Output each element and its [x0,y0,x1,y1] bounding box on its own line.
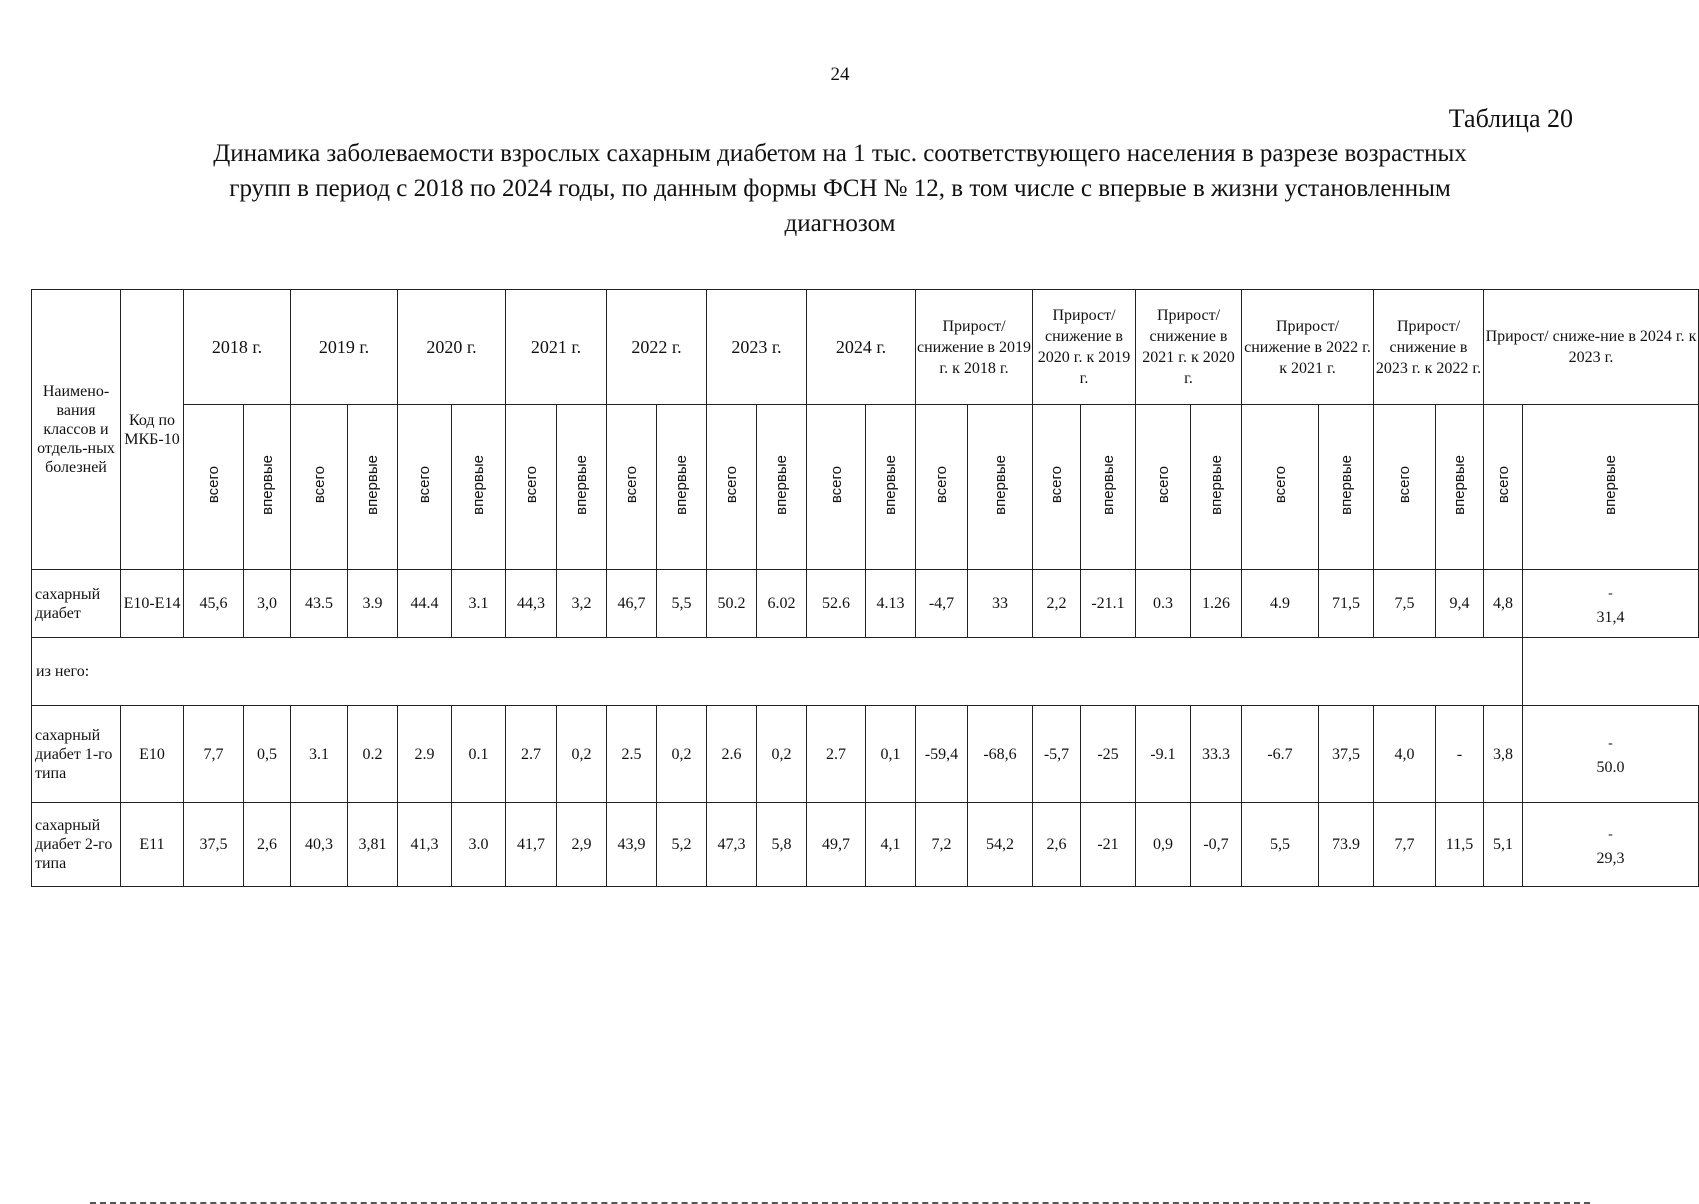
data-cell: 44.4 [398,570,452,638]
data-cell: 0,9 [1136,803,1191,887]
data-cell: 1.26 [1191,570,1242,638]
document-title [120,136,1560,241]
header-year: 2020 г. [398,290,506,405]
subheader-total: всего [1494,465,1512,504]
data-cell: 0.3 [1136,570,1191,638]
header-code-column: Код по МКБ-10 [121,290,184,570]
data-cell: 11,5 [1436,803,1484,887]
split-value: 31,4 [1596,608,1625,626]
data-cell: 54,2 [968,803,1033,887]
subheader-cell [1081,405,1136,570]
subheader-first: впервые [573,454,590,515]
data-cell: 9,4 [1436,570,1484,638]
data-cell: 49,7 [807,803,866,887]
header-row-periods [32,290,1699,405]
disease-name: сахарный диабет 1-го типа [32,706,121,803]
subheader-label: из него: [32,638,1523,706]
page-number: 24 [830,64,850,85]
data-cell: -0,7 [1191,803,1242,887]
header-year: 2022 г. [607,290,707,405]
subheader-cell [607,405,657,570]
data-cell: -59,4 [916,706,968,803]
subheader-cell [1136,405,1191,570]
subheader-cell [291,405,348,570]
data-cell: 2.5 [607,706,657,803]
subheader-cell [1436,405,1484,570]
data-cell: 2,6 [1033,803,1081,887]
incidence-table-wrapper [31,289,1699,887]
header-change-period: Прирост/ снижение в 2019 г. к 2018 г. [916,290,1033,405]
icd-code: E11 [121,803,184,887]
data-cell: -9.1 [1136,706,1191,803]
subheader-total: всего [1271,465,1289,504]
table-row [32,706,1699,803]
data-cell: 4.13 [866,570,916,638]
data-cell: 2.7 [807,706,866,803]
data-cell: 2.7 [506,706,557,803]
data-cell: 47,3 [707,803,757,887]
data-cell: 6.02 [757,570,807,638]
split-dash: - [1608,736,1613,751]
data-cell: 3,0 [244,570,291,638]
subheader-cell [757,405,807,570]
subheader-total: всего [1154,465,1172,504]
subheader-first: впервые [1207,454,1225,515]
data-cell: 33 [968,570,1033,638]
data-cell: 3,2 [557,570,607,638]
subheader-cell [968,405,1033,570]
subheader-cell [916,405,968,570]
subheader-cell [1191,405,1242,570]
header-year: 2018 г. [184,290,291,405]
title-line: групп в период с 2018 по 2024 годы, по данным формы ФСН № 12, в том числе с впервые в жизни установленным [229,175,1451,202]
data-cell: 73.9 [1319,803,1374,887]
icd-code: E10-E14 [121,570,184,638]
subheader-first: впервые [1337,454,1355,515]
data-cell: 5,1 [1484,803,1523,887]
subheader-first: впервые [773,454,790,515]
title-line: диагнозом [784,210,896,237]
data-cell: 3.1 [291,706,348,803]
subheader-first: впервые [673,454,690,515]
table-row [32,803,1699,887]
subheader-cell [1242,405,1319,570]
data-cell: 0.2 [348,706,398,803]
subheader-cell [1033,405,1081,570]
data-cell: 43.5 [291,570,348,638]
data-cell: 45,6 [184,570,244,638]
data-cell: 4,0 [1374,706,1436,803]
data-cell: 5,5 [1242,803,1319,887]
subheader-cell [866,405,916,570]
data-cell: 40,3 [291,803,348,887]
data-cell: 0,5 [244,706,291,803]
data-cell: 41,3 [398,803,452,887]
subheader-cell [506,405,557,570]
data-cell: -21.1 [1081,570,1136,638]
header-change-period: Прирост/ снижение в 2023 г. к 2022 г. [1374,290,1484,405]
data-cell: -21 [1081,803,1136,887]
data-cell: 4,8 [1484,570,1523,638]
data-cell: - [1436,706,1484,803]
data-cell: 5,2 [657,803,707,887]
disease-name: сахарный диабет [32,570,121,638]
subheader-total: всего [416,465,433,504]
icd-code: E10 [121,706,184,803]
data-cell: 7,2 [916,803,968,887]
data-cell: 7,7 [184,706,244,803]
data-cell: 0,2 [557,706,607,803]
subheader-first: впервые [364,454,381,515]
data-cell: 4,1 [866,803,916,887]
header-change-period: Прирост/ снижение в 2021 г. к 2020 г. [1136,290,1242,405]
table-label: Таблица 20 [1448,104,1573,133]
data-cell: 50.2 [707,570,757,638]
data-cell: 52.6 [807,570,866,638]
data-cell: 71,5 [1319,570,1374,638]
header-change-period: Прирост/ сниже-ние в 2024 г. к 2023 г. [1484,290,1699,405]
subheader-first: впервые [1602,454,1619,515]
subheader-first: впервые [470,454,487,515]
data-cell: 2.9 [398,706,452,803]
subheader-cell [707,405,757,570]
data-cell: 0,2 [657,706,707,803]
data-cell: 5,5 [657,570,707,638]
subheader-cell [452,405,506,570]
data-cell-split [1523,570,1699,638]
table-row [32,570,1699,638]
split-dash: - [1608,826,1613,842]
subheader-first: впервые [882,454,899,515]
subheader-cell [1484,405,1523,570]
subheader-cell [348,405,398,570]
subheader-first: впервые [1451,454,1468,515]
subheader-cell [184,405,244,570]
header-year: 2019 г. [291,290,398,405]
split-value: 50.0 [1596,759,1625,776]
data-cell: 5,8 [757,803,807,887]
subheader-total: всего [723,465,740,504]
data-cell: 3,8 [1484,706,1523,803]
header-change-period: Прирост/ снижение в 2020 г. к 2019 г. [1033,290,1136,405]
data-cell: 2.6 [707,706,757,803]
incidence-table [31,289,1699,887]
subheader-total: всего [827,465,845,504]
data-cell: 4.9 [1242,570,1319,638]
data-cell: -68,6 [968,706,1033,803]
data-cell: 41,7 [506,803,557,887]
subheader-total: всего [933,465,950,504]
subheader-first: впервые [1099,454,1117,515]
header-name-column: Наимено-вания классов и отдель-ных болезней [32,290,121,570]
subheader-cell [1374,405,1436,570]
subheader-total: всего [623,465,640,504]
data-cell: 7,7 [1374,803,1436,887]
data-cell: 0,1 [866,706,916,803]
data-cell: 2,6 [244,803,291,887]
subheader-total: всего [522,465,540,504]
data-cell: -6.7 [1242,706,1319,803]
data-cell: -25 [1081,706,1136,803]
data-cell: 2,2 [1033,570,1081,638]
data-cell: 3.0 [452,803,506,887]
subheader-cell [398,405,452,570]
subheader-cell [244,405,291,570]
subheader-total: всего [205,465,222,504]
data-cell: 0,2 [757,706,807,803]
subheader-total: всего [1048,465,1065,504]
data-cell: 3.1 [452,570,506,638]
disease-name: сахарный диабет 2-го типа [32,803,121,887]
subheader-cell [1319,405,1374,570]
split-dash: - [1608,585,1613,601]
header-year: 2023 г. [707,290,807,405]
subheader-first: впервые [258,454,276,515]
data-cell: 3,81 [348,803,398,887]
header-year: 2024 г. [807,290,916,405]
header-year: 2021 г. [506,290,607,405]
subheader-cell [807,405,866,570]
data-cell: 37,5 [1319,706,1374,803]
subheader-cell [557,405,607,570]
data-cell-split [1523,706,1699,803]
data-cell: -5,7 [1033,706,1081,803]
subheader-total: всего [1396,465,1413,504]
split-value: 29,3 [1596,849,1625,867]
data-cell: 2,9 [557,803,607,887]
header-row-subcolumns [32,405,1699,570]
data-cell: 7,5 [1374,570,1436,638]
subheader-row [32,638,1699,706]
data-cell: 0.1 [452,706,506,803]
data-cell: -4,7 [916,570,968,638]
subheader-cell [1523,405,1699,570]
subheader-cell [657,405,707,570]
data-cell-split [1523,803,1699,887]
subheader-total: всего [310,465,328,504]
subheader-first: впервые [991,454,1009,515]
data-cell: 44,3 [506,570,557,638]
title-line: Динамика заболеваемости взрослых сахарным диабетом на 1 тыс. соответствующего населения в разрезе возрастных [213,140,1467,167]
data-cell: 3.9 [348,570,398,638]
header-change-period: Прирост/ снижение в 2022 г. к 2021 г. [1242,290,1374,405]
data-cell: 46,7 [607,570,657,638]
data-cell: 33.3 [1191,706,1242,803]
data-cell: 37,5 [184,803,244,887]
data-cell: 43,9 [607,803,657,887]
